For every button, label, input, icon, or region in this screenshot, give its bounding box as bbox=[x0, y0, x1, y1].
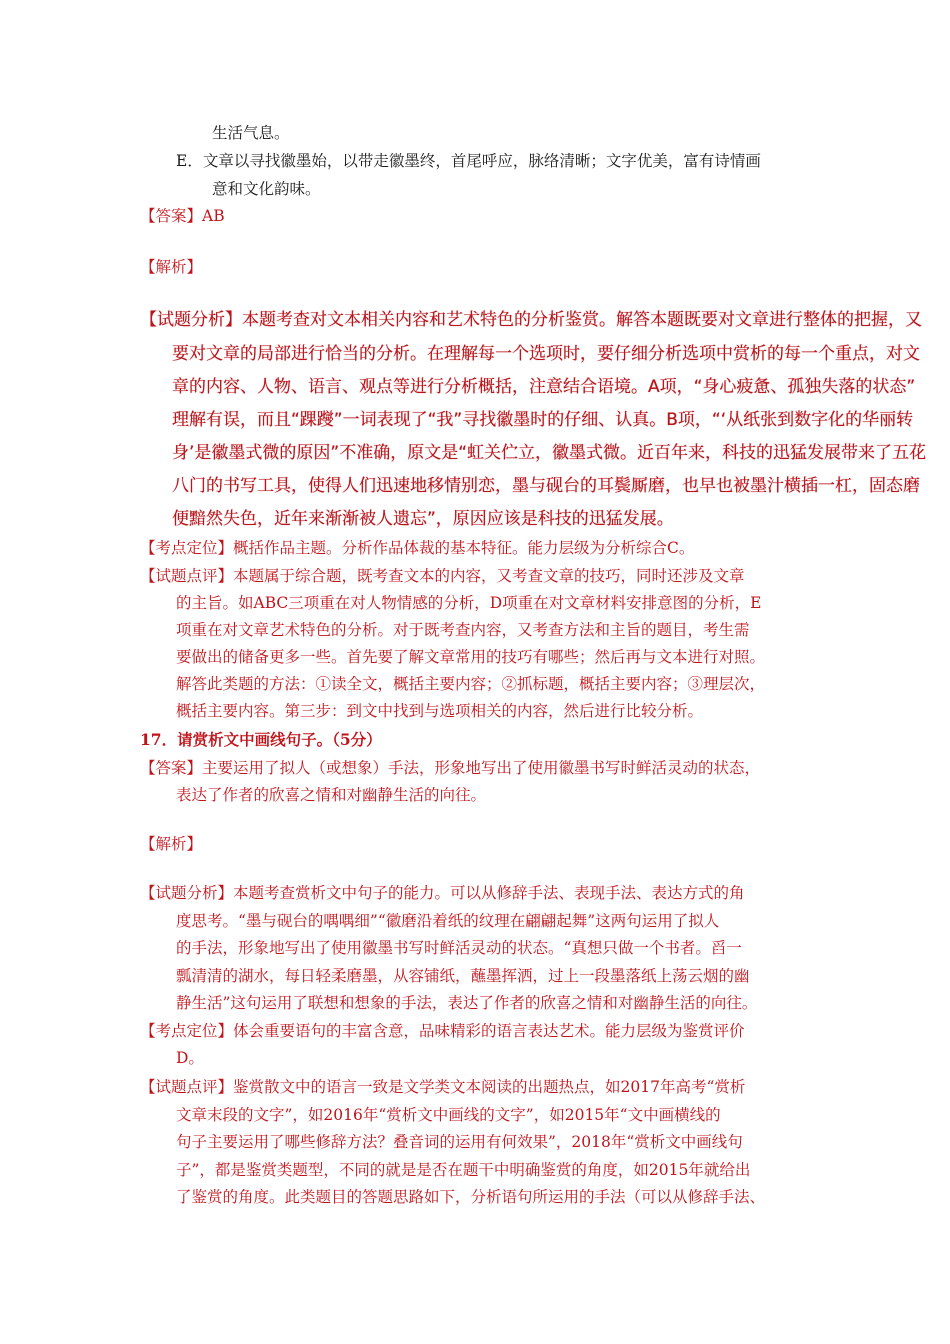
comment-line: 概括主要内容。第三步：到文中找到与选项相关的内容，然后进行比较分析。 bbox=[176, 702, 704, 720]
analysis-line: 要对文章的局部进行恰当的分析。在理解每一个选项时，要仔细分析选项中赏析的每一个重点，对文 bbox=[172, 344, 920, 364]
comment-line: 项重在对文章艺术特色的分析。对于既考查内容，又考查方法和主旨的题目，考生需 bbox=[176, 621, 750, 639]
q17-question: 17．请赏析文中画线句子。（5分） bbox=[140, 730, 382, 749]
location-line: 【考点定位】体会重要语句的丰富含意，品味精彩的语言表达艺术。能力层级为鉴赏评价 bbox=[140, 1022, 745, 1040]
q16-location: 【考点定位】概括作品主题。分析作品体裁的基本特征。能力层级为分析综合C。 bbox=[140, 539, 695, 557]
analysis-line: 【试题分析】本题考查赏析文中句子的能力。可以从修辞手法、表现手法、表达方式的角 bbox=[140, 884, 745, 902]
analysis-line: 理解有误，而且“踝躞”一词表现了“我”寻找徽墨时的仔细、认真。B项，“‘从纸张到数字化的华丽转 bbox=[172, 410, 914, 430]
analysis-line: 瓢清清的湖水，每日轻柔磨墨，从容铺纸，蘸墨挥洒，过上一段墨落纸上荡云烟的幽 bbox=[176, 967, 750, 985]
q16-answer bbox=[140, 205, 225, 227]
analysis-line: 便黯然失色，近年来渐渐被人遗忘”，原因应该是科技的迅猛发展。 bbox=[172, 509, 674, 529]
answer-label: 【答案】 bbox=[140, 207, 203, 225]
comment-line: 子”，都是鉴赏类题型，不同的就是是否在题干中明确鉴赏的角度，如2015年就给出 bbox=[176, 1161, 751, 1179]
q17-answer-line: 表达了作者的欣喜之情和对幽静生活的向往。 bbox=[176, 786, 487, 804]
option-e-line-1: E．文章以寻找徽墨始，以带走徽墨终，首尾呼应，脉络清晰；文字优美，富有诗情画 bbox=[176, 152, 761, 170]
analysis-line: 【试题分析】本题考查对文本相关内容和艺术特色的分析鉴赏。解答本题既要对文章进行整体的把握，又 bbox=[140, 310, 922, 330]
q17-analysis-label: 【解析】 bbox=[140, 835, 203, 853]
q17-answer-line: 【答案】主要运用了拟人（或想象）手法，形象地写出了使用徽墨书写时鲜活灵动的状态， bbox=[140, 759, 761, 777]
analysis-line: 章的内容、人物、语言、观点等进行分析概括，注意结合语境。A项，“身心疲惫、孤独失落的状态” bbox=[172, 377, 916, 397]
option-d-continuation: 生活气息。 bbox=[212, 124, 290, 142]
comment-line: 句子主要运用了哪些修辞方法？叠音词的运用有何效果”，2018年“赏析文中画线句 bbox=[176, 1133, 743, 1151]
analysis-line: 身’是徽墨式微的原因”不准确，原文是“虹关伫立，徽墨式微。近百年来，科技的迅猛发展带来了五花 bbox=[172, 443, 927, 463]
analysis-line: 静生活”这句运用了联想和想象的手法，表达了作者的欣喜之情和对幽静生活的向往。 bbox=[176, 994, 758, 1012]
analysis-line: 度思考。“墨与砚台的喁喁细”“徽磨沿着纸的纹理在翩翩起舞”这两句运用了拟人 bbox=[176, 912, 720, 930]
option-e-line-2: 意和文化韵味。 bbox=[212, 180, 321, 198]
comment-line: 要做出的储备更多一些。首先要了解文章常用的技巧有哪些；然后再与文本进行对照。 bbox=[176, 648, 766, 666]
comment-line: 文章末段的文字”，如2016年“赏析文中画线的文字”，如2015年“文中画横线的 bbox=[176, 1106, 721, 1124]
comment-line: 【试题点评】本题属于综合题，既考查文本的内容，又考查文章的技巧，同时还涉及文章 bbox=[140, 567, 745, 585]
comment-line: 解答此类题的方法：①读全文，概括主要内容；②抓标题，概括主要内容；③理层次， bbox=[176, 675, 766, 693]
q16-analysis-label: 【解析】 bbox=[140, 258, 203, 276]
location-line: D。 bbox=[176, 1049, 204, 1067]
comment-line: 了鉴赏的角度。此类题目的答题思路如下，分析语句所运用的手法（可以从修辞手法、 bbox=[176, 1188, 766, 1206]
comment-line: 的主旨。如ABC三项重在对人物情感的分析，D项重在对文章材料安排意图的分析，E bbox=[176, 594, 762, 612]
answer-value: AB bbox=[202, 207, 225, 225]
analysis-line: 的手法，形象地写出了使用徽墨书写时鲜活灵动的状态。“真想只做一个书者。舀一 bbox=[176, 939, 742, 957]
analysis-line: 八门的书写工具，使得人们迅速地移情别恋，墨与砚台的耳鬓厮磨，也早也被墨汁横插一杠，固态磨 bbox=[172, 476, 920, 496]
comment-line: 【试题点评】鉴赏散文中的语言一致是文学类文本阅读的出题热点，如2017年高考“赏析 bbox=[140, 1078, 746, 1096]
